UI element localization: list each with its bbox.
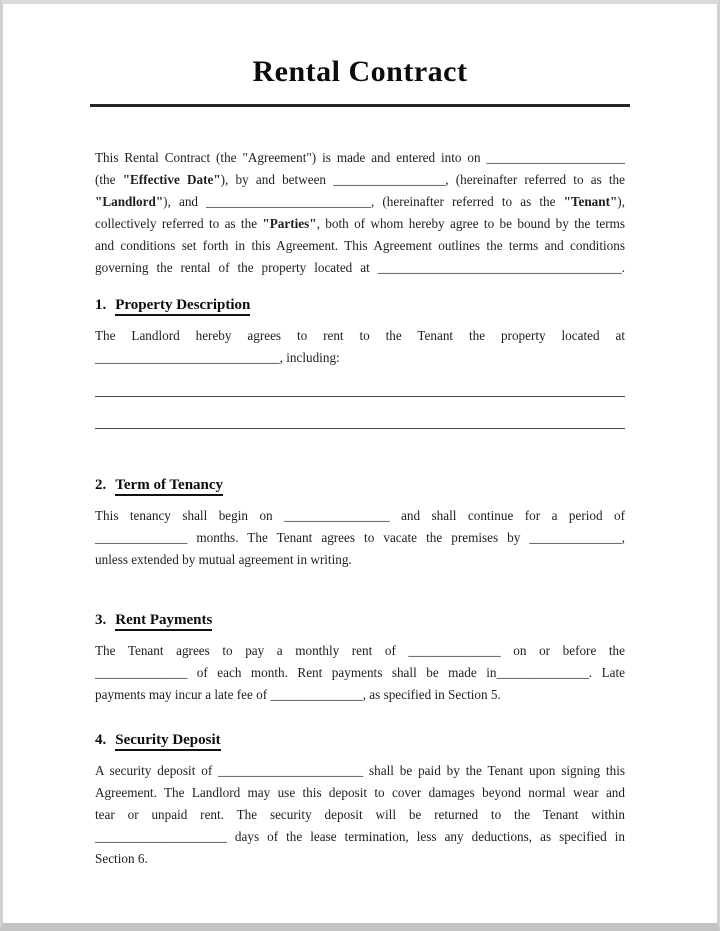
text-line: Section 6. [95, 851, 148, 866]
text-line: Agreement. The Landlord may use this deposit to cover damages beyond normal wear and [95, 785, 625, 800]
text-line: A security deposit of ______________________ shall be paid by the Tenant upon signing this [95, 763, 625, 778]
section-term-of-tenancy [95, 475, 625, 571]
text-line: unless extended by mutual agreement in writing. [95, 552, 352, 567]
section-title: Rent Payments [115, 612, 212, 631]
text-line: ____________________ days of the lease termination, less any deductions, as specified in [95, 829, 625, 844]
text-line: The Landlord hereby agrees to rent to the Tenant the property located at [95, 328, 625, 343]
text-line: ______________ months. The Tenant agrees to vacate the premises by ______________, [95, 530, 625, 545]
text-line: (the "Effective Date"), by and between _________________, (hereinafter referred to as the [95, 172, 626, 187]
text-line: "Landlord"), and _________________________, (hereinafter referred to as the "Tenant"), [95, 194, 625, 209]
document-title: Rental Contract [252, 55, 468, 88]
text-line: collectively referred to as the "Parties", both of whom hereby agree to be bound by the terms [95, 216, 626, 231]
blank-write-line [95, 428, 625, 429]
section-heading [95, 475, 625, 495]
section-security-deposit [95, 730, 625, 870]
title-rule [90, 104, 630, 107]
section-title: Property Description [115, 297, 250, 316]
blank-write-line [95, 396, 625, 397]
section-number: 1. [95, 297, 107, 313]
text-line: ____________________________, including: [95, 350, 340, 365]
section-paragraph [95, 325, 625, 369]
section-paragraph [95, 505, 625, 571]
text-line: The Tenant agrees to pay a monthly rent of ______________ on or before the [95, 643, 625, 658]
section-rent-payments [95, 610, 625, 706]
text-line: governing the rental of the property located at _____________________________________. [95, 260, 625, 275]
section-heading [95, 730, 625, 750]
rental-contract-document [3, 4, 717, 870]
section-number: 4. [95, 732, 107, 748]
text-line: and conditions set forth in this Agreement. This Agreement outlines the terms and conditions [95, 238, 625, 253]
section-property-description [95, 295, 625, 429]
section-paragraph [95, 760, 625, 870]
text-line: This tenancy shall begin on ________________ and shall continue for a period of [95, 508, 625, 523]
section-title: Security Deposit [115, 732, 220, 751]
section-heading [95, 295, 625, 315]
text-line: This Rental Contract (the "Agreement") is made and entered into on _____________________ [95, 150, 625, 165]
section-paragraph [95, 640, 625, 706]
section-title: Term of Tenancy [115, 477, 223, 496]
text-line: ______________ of each month. Rent payments shall be made in______________. Late [95, 665, 625, 680]
section-number: 3. [95, 612, 107, 628]
text-line: tear or unpaid rent. The security deposit will be returned to the Tenant within [95, 807, 625, 822]
section-heading [95, 610, 625, 630]
intro-paragraph [95, 147, 625, 279]
text-line: payments may incur a late fee of ______________, as specified in Section 5. [95, 687, 501, 702]
section-number: 2. [95, 477, 107, 493]
